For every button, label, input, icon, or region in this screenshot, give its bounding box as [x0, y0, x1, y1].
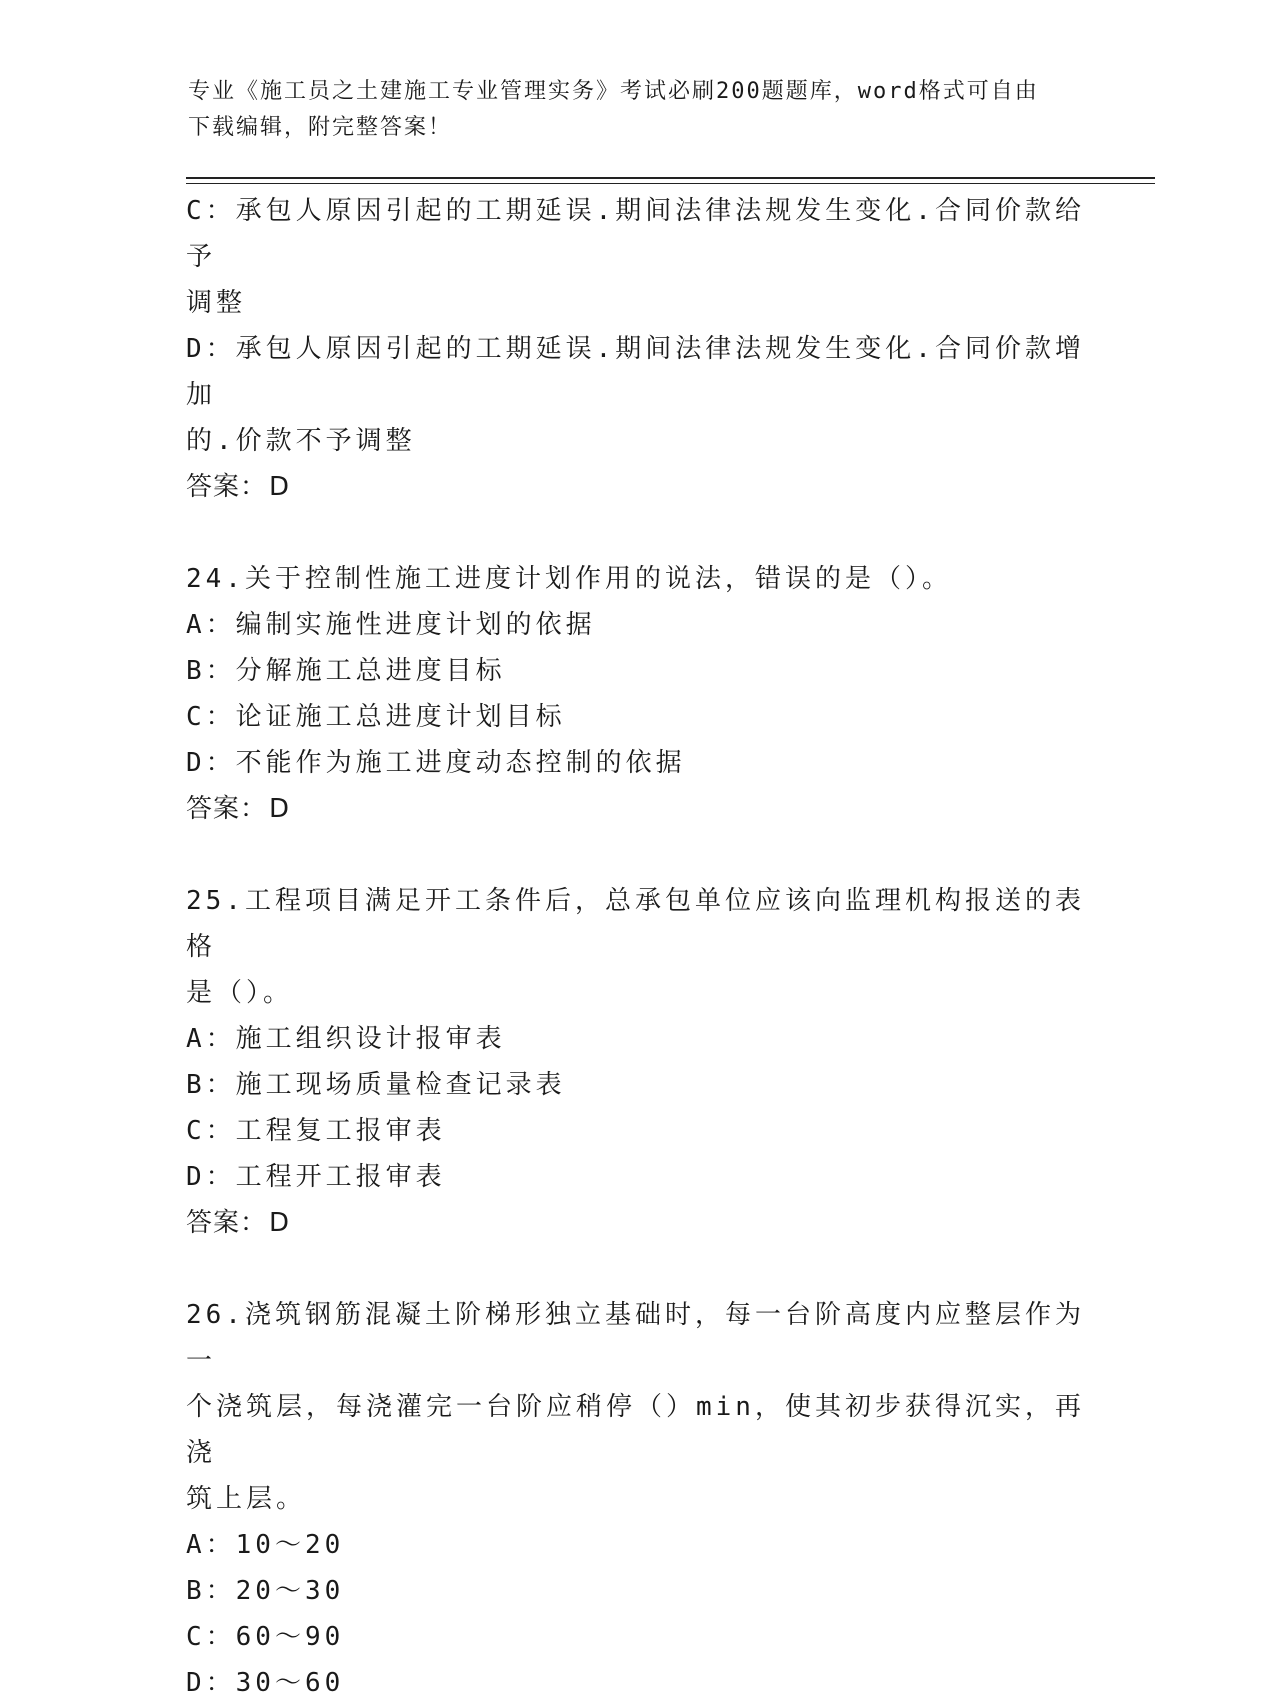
answer-label: 答案： — [186, 794, 268, 824]
answer-value: D — [269, 472, 291, 502]
option-b: B：分解施工总进度目标 — [186, 656, 506, 686]
option-a: A：施工组织设计报审表 — [186, 1024, 506, 1054]
header-divider-thin — [186, 183, 1155, 184]
document-header — [188, 74, 1088, 146]
header-line-2: 下载编辑，附完整答案！ — [188, 115, 453, 140]
answer-line — [186, 786, 1086, 832]
option-c: C：论证施工总进度计划目标 — [186, 702, 566, 732]
answer-value: D — [269, 794, 291, 824]
question-stem-line-3: 筑上层。 — [186, 1484, 307, 1514]
option-d: D：30～60 — [186, 1668, 345, 1698]
question-content — [186, 188, 1086, 1706]
answer-line — [186, 464, 1086, 510]
question-24 — [186, 556, 1086, 832]
option-c: C：工程复工报审表 — [186, 1116, 446, 1146]
question-stem: 24.关于控制性施工进度计划作用的说法，错误的是（）。 — [186, 564, 952, 594]
question-26 — [186, 1292, 1086, 1706]
question-stem-line-1: 26.浇筑钢筋混凝土阶梯形独立基础时，每一台阶高度内应整层作为一 — [186, 1300, 1085, 1376]
answer-label: 答案： — [186, 472, 268, 502]
question-25 — [186, 878, 1086, 1246]
option-c: C：60～90 — [186, 1622, 345, 1652]
question-stem-line-2: 是（）。 — [186, 978, 294, 1008]
answer-label: 答案： — [186, 1208, 268, 1238]
option-a: A：10～20 — [186, 1530, 345, 1560]
option-b: B：20～30 — [186, 1576, 345, 1606]
header-line-1: 专业《施工员之土建施工专业管理实务》考试必刷200题题库，word格式可自由 — [188, 79, 1039, 104]
question-stem-line-2: 个浇筑层，每浇灌完一台阶应稍停（）min，使其初步获得沉实，再浇 — [186, 1392, 1085, 1468]
option-a: A：编制实施性进度计划的依据 — [186, 610, 596, 640]
option-b: B：施工现场质量检查记录表 — [186, 1070, 566, 1100]
option-d-line-2: 的.价款不予调整 — [186, 426, 416, 456]
option-c-line-2: 调整 — [186, 288, 247, 318]
answer-value: D — [269, 1208, 291, 1238]
answer-line — [186, 1200, 1086, 1246]
question-stem-line-1: 25.工程项目满足开工条件后，总承包单位应该向监理机构报送的表格 — [186, 886, 1085, 962]
header-divider-thick — [186, 177, 1155, 179]
question-23-continued — [186, 188, 1086, 510]
option-c-line-1: C：承包人原因引起的工期延误.期间法律法规发生变化.合同价款给予 — [186, 196, 1085, 272]
option-d: D：工程开工报审表 — [186, 1162, 446, 1192]
option-d-line-1: D：承包人原因引起的工期延误.期间法律法规发生变化.合同价款增加 — [186, 334, 1085, 410]
option-d: D：不能作为施工进度动态控制的依据 — [186, 748, 686, 778]
